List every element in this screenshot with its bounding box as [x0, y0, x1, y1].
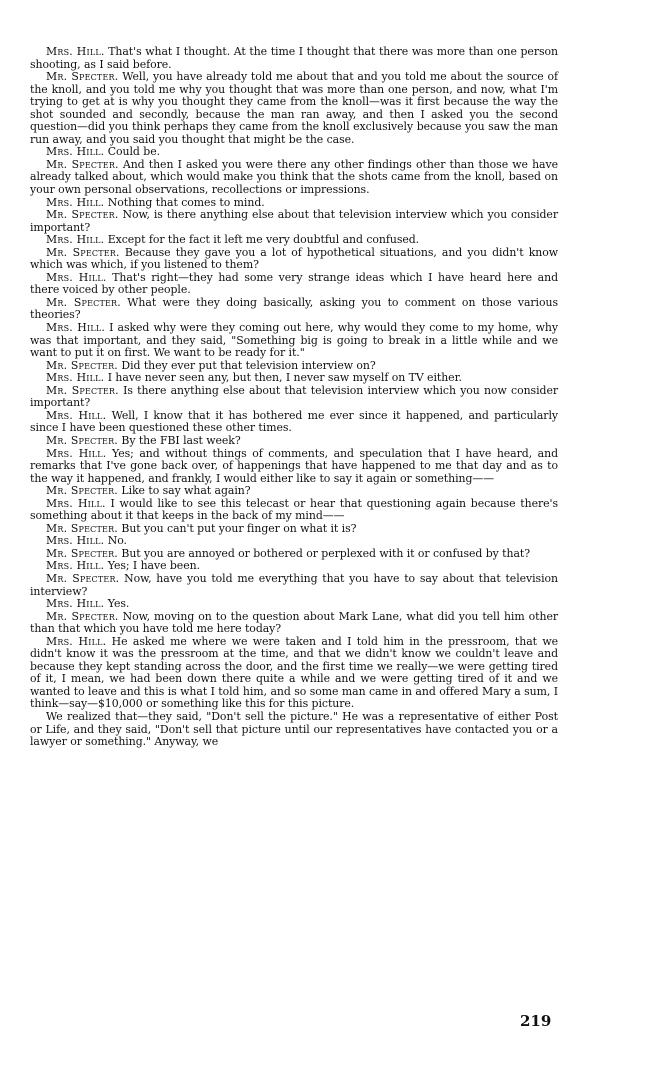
paragraph-text: Yes; and without things of comments, and speculation that I have heard, and remarks that I've gone back over, of happenings that have happened to me that day and as to the way it happened, and frankly, I would either like to say it again or something—— — [30, 446, 558, 485]
speaker-label: Mr. Specter. — [46, 546, 118, 560]
speaker-label: Mrs. Hill. — [46, 496, 106, 510]
transcript-paragraph — [30, 385, 558, 410]
speaker-label: Mrs. Hill. — [46, 597, 105, 611]
paragraph-text: What were they doing basically, asking you to comment on those various theories? — [30, 295, 558, 322]
speaker-label: Mr. Specter. — [46, 245, 120, 259]
speaker-label: Mr. Specter. — [46, 208, 119, 222]
transcript-paragraph — [30, 410, 558, 435]
paragraph-text: Yes. — [107, 597, 130, 611]
transcript-paragraph — [30, 498, 558, 523]
speaker-label: Mr. Specter. — [46, 433, 118, 447]
paragraph-text: Is there anything else about that television interview which you now consider important? — [30, 383, 558, 410]
paragraph-text: No. — [107, 534, 127, 548]
paragraph-text: Well, you have already told me about that and you told me about the source of the knoll, and you told me why you thought that was more than one person, and now, what I'm trying to get at is why you thought they came from the knoll—was it first because the way the shot sounded and secondly, because the man ran away, and then I asked you the second question—did you think perhaps they came from the knoll exclusively because you saw the man run away, and you said you thought that might be the case. — [30, 70, 558, 146]
paragraph-text: Could be. — [107, 145, 160, 159]
page-number: 219 — [520, 1012, 552, 1030]
speaker-label: Mrs. Hill. — [46, 321, 106, 335]
speaker-label: Mr. Specter. — [46, 358, 118, 372]
paragraph-text: Well, I know that it has bothered me ever since it happened, and particularly since I have been questioned these other times. — [30, 408, 558, 435]
paragraph-text: We realized that—they said, "Don't sell the picture." He was a representative of either Post or Life, and they said, "Don't sell that picture until our representatives have contacted you or a lawyer or something." Anyway, we — [30, 709, 558, 749]
speaker-label: Mr. Specter. — [46, 609, 119, 623]
transcript-paragraph — [30, 247, 558, 272]
paragraph-text: By the FBI last week? — [121, 433, 241, 447]
transcript-paragraph — [30, 71, 558, 146]
speaker-label: Mrs. Hill. — [46, 559, 105, 573]
paragraph-text: That's right—they had some very strange ideas which I have heard here and there voiced by other people. — [30, 270, 558, 297]
paragraph-text: Yes; I have been. — [107, 559, 200, 573]
paragraph-text: But you can't put your finger on what it is? — [121, 521, 357, 535]
paragraph-text: He asked me where we were taken and I told him in the pressroom, that we didn't know it was the pressroom at the time, and that we didn't know we couldn't leave and because they kept standing across the door, and the first time we really—we were getting tired of it, I mean, we had been down there quite a while and we were getting tired of it and we wanted to leave and this is what I told him, and so some man came in and offered Mary a sum, I think—say—$10,000 or something like this for this picture. — [30, 634, 558, 711]
transcript-paragraph — [30, 46, 558, 71]
speaker-label: Mrs. Hill. — [46, 195, 105, 209]
speaker-label: Mr. Specter. — [46, 70, 119, 84]
speaker-label: Mrs. Hill. — [46, 534, 105, 548]
paragraph-text: Nothing that comes to mind. — [107, 195, 265, 209]
transcript-paragraph — [30, 711, 558, 749]
speaker-label: Mrs. Hill. — [46, 371, 105, 385]
transcript-paragraph — [30, 573, 558, 598]
speaker-label: Mrs. Hill. — [46, 270, 107, 284]
paragraph-text: That's what I thought. At the time I thought that there was more than one person shooting, as I said before. — [30, 45, 558, 71]
paragraph-text: Because they gave you a lot of hypothetical situations, and you didn't know which was which, if you listened to them? — [30, 245, 558, 272]
transcript-paragraph — [30, 322, 558, 360]
paragraph-text: I would like to see this telecast or hear that questioning again because there's something about it that keeps in the back of my mind—— — [30, 496, 558, 523]
paragraph-text: I have never seen any, but then, I never saw myself on TV either. — [107, 371, 462, 385]
paragraph-text: Now, moving on to the question about Mark Lane, what did you tell him other than that which you have told me here today? — [30, 609, 558, 636]
speaker-label: Mrs. Hill. — [46, 233, 105, 247]
paragraph-text: Now, have you told me everything that you have to say about that television interview? — [30, 571, 558, 598]
paragraph-text: But you are annoyed or bothered or perplexed with it or confused by that? — [121, 546, 531, 560]
speaker-label: Mr. Specter. — [46, 157, 119, 171]
speaker-label: Mrs. Hill. — [46, 634, 107, 648]
transcript-paragraph — [30, 272, 558, 297]
paragraph-text: Now, is there anything else about that television interview which you consider important? — [30, 208, 558, 234]
paragraph-text: Did they ever put that television interview on? — [121, 358, 376, 372]
speaker-label: Mrs. Hill. — [46, 145, 105, 159]
speaker-label: Mr. Specter. — [46, 571, 120, 585]
transcript-body — [30, 46, 558, 749]
transcript-paragraph — [30, 611, 558, 636]
transcript-paragraph — [30, 448, 558, 486]
transcript-paragraph — [30, 297, 558, 322]
transcript-paragraph — [30, 209, 558, 234]
speaker-label: Mr. Specter. — [46, 383, 119, 397]
speaker-label: Mr. Specter. — [46, 521, 118, 535]
speaker-label: Mr. Specter. — [46, 295, 121, 309]
transcript-paragraph — [30, 636, 558, 711]
speaker-label: Mrs. Hill. — [46, 45, 105, 58]
paragraph-text: And then I asked you were there any other findings other than those we have already talked about, which would make you think that the shots came from the knoll, based on your own personal observations, recollections or impressions. — [30, 157, 558, 197]
paragraph-text: Except for the fact it left me very doubtful and confused. — [107, 233, 420, 247]
paragraph-text: Like to say what again? — [121, 484, 251, 498]
paragraph-text: I asked why were they coming out here, why would they come to my home, why was that important, and they said, "Something big is going to break in a little while and we want to put it on first. We want to be ready for it." — [30, 321, 559, 360]
speaker-label: Mr. Specter. — [46, 484, 118, 498]
transcript-paragraph — [30, 159, 558, 197]
speaker-label: Mrs. Hill. — [46, 446, 107, 460]
speaker-label: Mrs. Hill. — [46, 408, 107, 422]
